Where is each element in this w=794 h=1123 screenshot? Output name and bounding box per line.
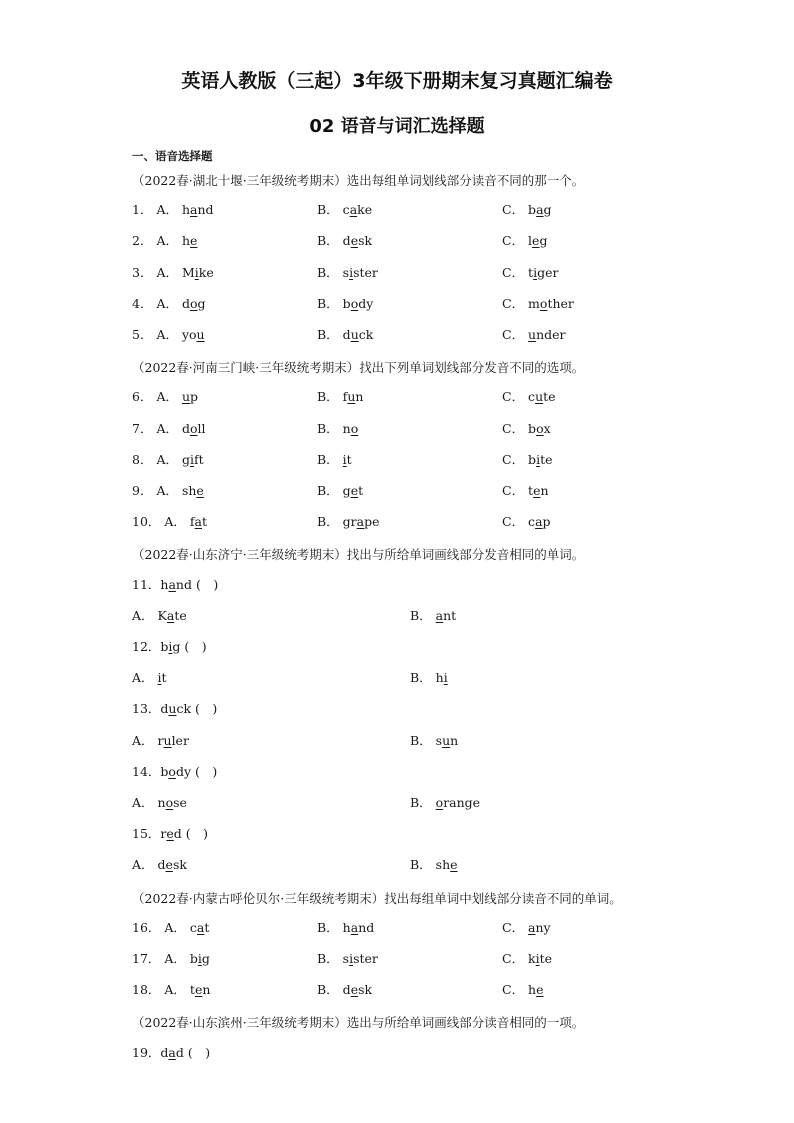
options-row (0, 667, 794, 689)
option-a[interactable] (132, 293, 206, 315)
underlined-letter: i (443, 670, 448, 686)
question-number: 10． (132, 514, 165, 530)
option-a[interactable] (132, 480, 204, 502)
option-word: ten (528, 483, 549, 498)
question-number: 6． (132, 389, 157, 405)
question-number: 19． (132, 1044, 161, 1060)
option-label: B． (410, 732, 436, 748)
instruction: （2022春·山东滨州·三年级统考期末）选出与所给单词画线部分读音相同的一项。 (132, 1015, 585, 1031)
question-row (0, 324, 794, 346)
question-row (0, 948, 794, 970)
option-label: B． (317, 389, 343, 405)
question-word (132, 636, 207, 658)
page-title: 英语人教版（三起）3年级下册期末复习真题汇编卷 (181, 70, 613, 92)
underlined-letter: a (535, 514, 543, 530)
option-label: A． (164, 919, 190, 935)
option-label: C． (502, 951, 529, 966)
instruction: （2022春·湖北十堰·三年级统考期末）选出每组单词划线部分读音不同的那一个。 (132, 173, 585, 188)
given-word: duck (160, 701, 192, 717)
given-word: hand (160, 576, 192, 592)
option-label: B． (317, 919, 343, 935)
underlined-letter: e (196, 483, 204, 498)
option-c[interactable] (502, 230, 547, 252)
underlined-letter: e (194, 982, 203, 998)
option-word: duck (342, 327, 374, 342)
option-word: hand (181, 202, 214, 218)
option-c[interactable] (502, 480, 549, 502)
options-row (0, 730, 794, 752)
option-label: B． (317, 982, 343, 998)
option-c[interactable] (502, 199, 552, 221)
option-a[interactable] (132, 386, 198, 408)
question-number: 9． (132, 483, 157, 498)
option-b[interactable] (317, 386, 363, 408)
option-b[interactable] (410, 667, 448, 689)
option-a[interactable] (132, 418, 206, 440)
option-label: A． (156, 295, 182, 311)
option-word: doll (181, 420, 206, 436)
underlined-letter: u (350, 327, 359, 342)
option-label: A． (164, 951, 190, 966)
option-a[interactable] (132, 262, 214, 284)
option-b[interactable] (317, 480, 363, 502)
option-label: B． (410, 795, 436, 810)
option-b[interactable] (317, 418, 358, 440)
option-word: sister (342, 264, 378, 280)
option-label: B． (317, 295, 343, 311)
option-word: desk (342, 233, 373, 249)
option-b[interactable] (410, 854, 458, 876)
option-b[interactable] (410, 605, 456, 627)
question-row (0, 418, 794, 440)
option-word: hi (435, 670, 448, 686)
option-word: he (528, 982, 544, 998)
underlined-letter: e (533, 483, 541, 498)
page-subtitle: 02 语音与词汇选择题 (309, 116, 485, 137)
underlined-letter: i (168, 639, 173, 654)
option-word: gift (181, 451, 204, 467)
option-a[interactable] (132, 948, 210, 970)
question-stem (0, 698, 794, 720)
option-word: cat (189, 919, 210, 935)
option-word: big (189, 951, 210, 966)
question-number: 11． (132, 576, 161, 592)
underlined-letter: o (165, 795, 174, 810)
option-a[interactable] (132, 511, 207, 533)
underlined-letter: a (168, 1044, 176, 1060)
option-label: A． (132, 795, 158, 810)
underlined-letter: a (350, 919, 359, 935)
option-label: C． (502, 202, 529, 218)
option-word: mother (528, 295, 574, 311)
option-label: B． (410, 857, 436, 873)
option-c[interactable] (502, 418, 551, 440)
option-b[interactable] (317, 979, 372, 1001)
underlined-letter: e (350, 233, 359, 249)
instruction: （2022春·内蒙古呼伦贝尔·三年级统考期末）找出每组单词中划线部分读音不同的单词。 (132, 890, 622, 906)
option-word: bite (528, 451, 553, 467)
option-label: B． (317, 233, 343, 249)
answer-blank[interactable]: ( ) (181, 826, 209, 842)
option-b[interactable] (410, 730, 458, 752)
option-label: A． (156, 233, 182, 249)
answer-blank[interactable]: ( ) (191, 701, 218, 717)
option-label: C． (502, 919, 529, 935)
underlined-letter: o (168, 763, 176, 779)
option-word: fat (189, 514, 208, 530)
underlined-letter: u (535, 389, 544, 405)
option-word: she (181, 483, 204, 498)
question-word (132, 698, 217, 720)
option-word: sun (435, 732, 459, 748)
option-word: kite (528, 951, 553, 966)
option-word: cake (342, 202, 373, 218)
option-word: you (181, 327, 205, 342)
option-label: B． (317, 451, 343, 467)
option-label: A． (132, 607, 158, 623)
underlined-letter: e (190, 233, 198, 249)
option-word: tiger (528, 264, 559, 280)
question-number: 8． (132, 451, 157, 467)
underlined-letter: i (197, 951, 202, 966)
option-word: ten (189, 982, 211, 998)
underlined-letter: o (536, 420, 544, 436)
underlined-letter: i (157, 670, 162, 686)
option-label: B． (317, 327, 343, 342)
option-label: A． (156, 483, 182, 498)
question-number: 17． (132, 951, 165, 966)
option-c[interactable] (502, 293, 574, 315)
underlined-letter: i (535, 951, 540, 966)
option-label: B． (317, 264, 343, 280)
option-label: C． (502, 420, 529, 436)
answer-blank[interactable]: ( ) (180, 639, 207, 654)
option-b[interactable] (317, 324, 373, 346)
option-c[interactable] (502, 511, 551, 533)
option-word: Mike (181, 264, 214, 280)
underlined-letter: a (528, 919, 536, 935)
question-word (132, 574, 218, 596)
option-word: orange (435, 795, 481, 810)
question-number: 12． (132, 639, 161, 654)
question-stem (0, 761, 794, 783)
section-title: 一、语音选择题 (132, 149, 213, 163)
underlined-letter: e (450, 857, 458, 873)
option-a[interactable] (132, 667, 167, 689)
option-b[interactable] (410, 792, 480, 814)
underlined-letter: a (166, 607, 175, 623)
given-word: body (160, 763, 192, 779)
given-word: dad (160, 1044, 184, 1060)
option-word: Kate (157, 607, 187, 623)
option-label: C． (502, 233, 529, 249)
underlined-letter: u (442, 732, 451, 748)
underlined-letter: i (536, 451, 541, 467)
question-number: 4． (132, 295, 157, 311)
option-word: it (342, 451, 352, 467)
underlined-letter: i (189, 451, 194, 467)
option-word: ant (435, 607, 457, 623)
option-label: C． (502, 327, 529, 342)
option-b[interactable] (317, 948, 378, 970)
option-label: B． (410, 670, 436, 686)
underlined-letter: e (350, 982, 359, 998)
underlined-letter: i (533, 264, 538, 280)
option-word: fun (342, 389, 364, 405)
question-word (132, 823, 208, 845)
option-b[interactable] (317, 917, 374, 939)
question-row (0, 511, 794, 533)
question-stem (0, 1042, 794, 1064)
option-label: C． (502, 483, 529, 498)
option-word: she (435, 857, 458, 873)
given-word: red (160, 826, 182, 842)
option-label: C． (502, 514, 529, 530)
option-c[interactable] (502, 324, 566, 346)
underlined-letter: e (165, 857, 173, 873)
question-number: 7． (132, 420, 157, 436)
question-number: 2． (132, 233, 157, 249)
underlined-letter: u (528, 327, 537, 342)
option-word: bag (528, 202, 552, 218)
option-a[interactable] (132, 730, 189, 752)
underlined-letter: a (168, 576, 176, 592)
option-word: up (181, 389, 199, 405)
underlined-letter: i (349, 264, 354, 280)
option-c[interactable] (502, 979, 544, 1001)
option-label: B． (317, 202, 343, 218)
option-a[interactable] (132, 605, 187, 627)
option-label: B． (317, 514, 343, 530)
option-label: A． (132, 732, 158, 748)
underlined-letter: a (435, 607, 444, 623)
answer-blank[interactable]: ( ) (191, 763, 218, 779)
option-c[interactable] (502, 262, 558, 284)
underlined-letter: a (356, 514, 365, 530)
underlined-letter: i (342, 451, 347, 467)
option-word: leg (528, 233, 548, 249)
option-c[interactable] (502, 386, 556, 408)
option-label: A． (156, 389, 182, 405)
option-label: C． (502, 982, 529, 998)
underlined-letter: o (189, 420, 198, 436)
underlined-letter: o (350, 420, 359, 436)
question-number: 15． (132, 826, 161, 842)
question-word (132, 1042, 210, 1064)
answer-blank[interactable]: ( ) (183, 1044, 211, 1060)
option-label: C． (502, 389, 529, 405)
question-stem (0, 636, 794, 658)
question-row (0, 230, 794, 252)
option-word: sister (342, 951, 378, 966)
option-word: cap (528, 514, 551, 530)
option-a[interactable] (132, 792, 187, 814)
underlined-letter: e (350, 483, 359, 498)
question-number: 3． (132, 264, 157, 280)
option-label: C． (502, 264, 529, 280)
option-label: A． (156, 451, 182, 467)
option-a[interactable] (132, 449, 204, 471)
underlined-letter: u (181, 389, 191, 405)
given-word: big (160, 639, 181, 654)
question-number: 5． (132, 327, 157, 342)
underlined-letter: a (190, 202, 198, 218)
option-label: A． (132, 670, 158, 686)
option-b[interactable] (317, 262, 378, 284)
option-word: desk (157, 857, 187, 873)
option-word: any (528, 919, 551, 935)
option-label: C． (502, 295, 529, 311)
question-row (0, 979, 794, 1001)
option-label: A． (132, 857, 158, 873)
underlined-letter: i (349, 951, 354, 966)
option-label: B． (317, 951, 343, 966)
question-number: 1． (132, 202, 157, 218)
question-number: 16． (132, 919, 165, 935)
option-word: cute (528, 389, 556, 405)
option-b[interactable] (317, 230, 372, 252)
option-word: grape (342, 514, 380, 530)
underlined-letter: i (194, 264, 199, 280)
option-label: B． (410, 607, 436, 623)
option-c[interactable] (502, 948, 552, 970)
options-row (0, 792, 794, 814)
question-word (132, 761, 217, 783)
option-word: body (342, 295, 374, 311)
options-row (0, 854, 794, 876)
underlined-letter: e (532, 233, 540, 249)
question-stem (0, 574, 794, 596)
question-number: 14． (132, 763, 161, 779)
underlined-letter: a (194, 514, 202, 530)
underlined-letter: u (347, 389, 356, 405)
option-word: no (342, 420, 359, 436)
option-label: A． (156, 420, 182, 436)
option-label: A． (164, 514, 190, 530)
underlined-letter: o (435, 795, 444, 810)
underlined-letter: u (163, 732, 172, 748)
option-label: B． (317, 420, 343, 436)
option-word: box (528, 420, 551, 436)
option-label: C． (502, 451, 529, 467)
option-word: nose (157, 795, 187, 810)
underlined-letter: o (539, 295, 548, 311)
option-b[interactable] (317, 449, 352, 471)
underlined-letter: a (196, 919, 205, 935)
option-c[interactable] (502, 917, 551, 939)
instruction: （2022春·河南三门峡·三年级统考期末）找出下列单词划线部分发音不同的选项。 (132, 360, 585, 376)
question-row (0, 917, 794, 939)
underlined-letter: o (189, 295, 198, 311)
underlined-letter: u (196, 327, 205, 342)
option-a[interactable] (132, 979, 210, 1001)
option-label: A． (156, 264, 182, 280)
question-stem (0, 823, 794, 845)
question-row (0, 386, 794, 408)
option-label: A． (156, 327, 182, 342)
option-a[interactable] (132, 324, 205, 346)
option-a[interactable] (132, 199, 214, 221)
underlined-letter: o (350, 295, 359, 311)
question-number: 13． (132, 701, 161, 717)
option-word: he (181, 233, 198, 249)
option-word: get (342, 483, 364, 498)
option-word: ruler (157, 732, 189, 748)
option-word: dog (181, 295, 206, 311)
option-a[interactable] (132, 230, 197, 252)
underlined-letter: u (168, 701, 177, 717)
underlined-letter: e (536, 982, 544, 998)
option-label: A． (156, 202, 182, 218)
option-b[interactable] (317, 511, 380, 533)
option-b[interactable] (317, 293, 373, 315)
underlined-letter: e (166, 826, 174, 842)
question-row (0, 293, 794, 315)
question-row (0, 199, 794, 221)
underlined-letter: a (536, 202, 544, 218)
option-b[interactable] (317, 199, 372, 221)
question-row (0, 449, 794, 471)
option-label: B． (317, 483, 343, 498)
question-row (0, 480, 794, 502)
question-number: 18． (132, 982, 165, 998)
answer-blank[interactable]: ( ) (191, 576, 219, 592)
option-word: desk (342, 982, 373, 998)
option-word: under (528, 327, 566, 342)
option-c[interactable] (502, 449, 552, 471)
option-word: hand (342, 919, 375, 935)
option-word: it (157, 670, 167, 686)
underlined-letter: a (349, 202, 358, 218)
instruction: （2022春·山东济宁·三年级统考期末）找出与所给单词画线部分发音相同的单词。 (132, 547, 585, 563)
question-row (0, 262, 794, 284)
option-a[interactable] (132, 917, 209, 939)
option-a[interactable] (132, 854, 187, 876)
option-label: A． (164, 982, 190, 998)
options-row (0, 605, 794, 627)
